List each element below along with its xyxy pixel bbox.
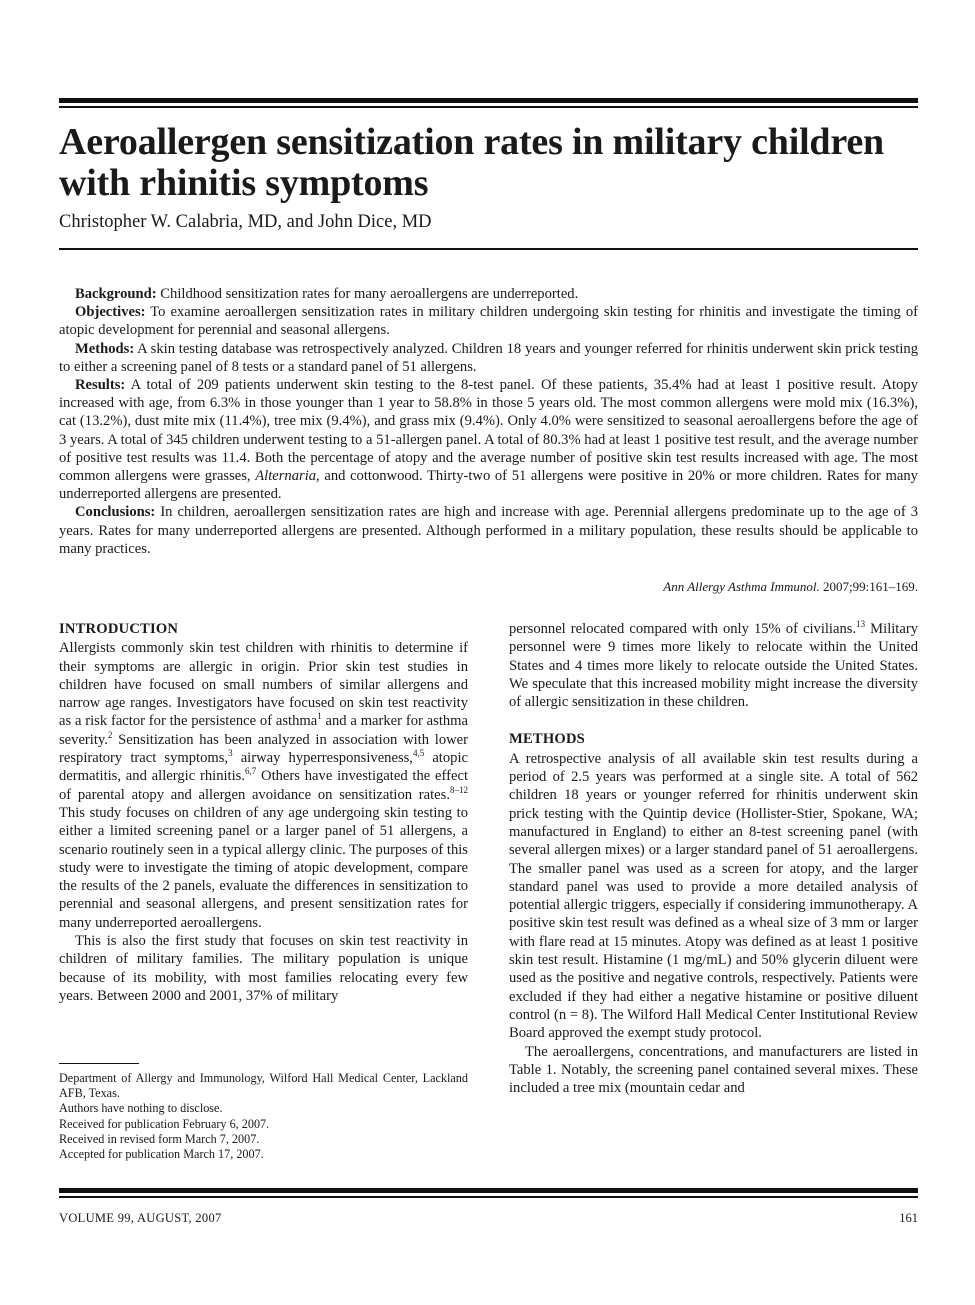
author-line: Christopher W. Calabria, MD, and John Dice, MD: [59, 212, 432, 232]
footnote-received: Received for publication February 6, 2007.: [59, 1116, 270, 1131]
abstract-methods: Methods: A skin testing database was retrospectively analyzed. Children 18 years and younger referred for rhinitis underwent skin prick testing to either a screening panel of 8 tests or a standard panel of 51 allergens.: [59, 340, 918, 375]
left-column: [59, 620, 468, 1005]
section-heading-methods: METHODS: [509, 731, 586, 748]
abstract-objectives: Objectives: To examine aeroallergen sensitization rates in military children undergoing skin testing for rhinitis and investigate the timing of atopic development for perennial and seasonal allergens.: [59, 304, 918, 339]
footnotes: [59, 1071, 468, 1162]
intro-paragraph-3: personnel relocated compared with only 15% of civilians.$^{13}$ Military personnel were 9 times more likely to relocate within the United States and 4 times more likely to relocate outside the United States. We speculate that this increased mobility might increase the diversity of allergic sensitization in these children.: [509, 619, 918, 711]
footnote-rule: [59, 1063, 139, 1064]
abstract-conclusions: Conclusions: In children, aeroallergen sensitization rates are high and increase with age. Perennial allergens predominate up to the age of 3 years. Rates for many underreported allergens are presented. Although performed in a military population, these results should be applicable to many practices.: [59, 504, 918, 557]
section-heading-introduction: INTRODUCTION: [59, 621, 179, 637]
top-rule-secondary: [59, 106, 918, 108]
footnote-affiliation: Department of Allergy and Immunology, Wilford Hall Medical Center, Lackland AFB, Texas.: [59, 1071, 468, 1101]
methods-paragraph-1: A retrospective analysis of all available skin test results during a period of 2.5 years was performed at a single site. A total of 562 children 18 years or younger referred for rhinitis underwent skin prick testing with the Quintip device (Hollister-Stier, Spokane, WA; manufactured in England) to either an 8-test screening panel (with several allergen mixes) or a larger standard panel of 51 aeroallergens. The smaller panel was used as a screen for atopy, and the larger standard panel was used to provide a more detailed analysis of potential allergic triggers, especially if considering immunotherapy. A positive skin test result was defined as a wheal size of 3 mm or larger with flare read at 15 minutes. Atopy was defined as at least 1 positive skin test result. Histamine (1 mg/mL) and 50% glycerin diluent were used as the positive and negative controls, respectively. Patients were excluded if they had either a negative histamine or positive diluent control (n = 8). The Wilford Hall Medical Center Institutional Review Board approved the exempt study protocol.: [509, 750, 918, 1042]
title-divider: [59, 248, 918, 250]
intro-paragraph-1: Allergists commonly skin test children with rhinitis to determine if their symptoms are allergic in origin. Prior skin test studies in children have focused on small numbers of similar allergens and narrow age ranges. Investigators have focused on skin test reactivity as a risk factor for the persistence of asthma$^1$ and a marker for asthma severity.$^2$ Sensitization has been analyzed in association with lower respiratory tract symptoms,$^3$ airway hyperresponsiveness,$^{4,5}$ atopic dermatitis, and allergic rhinitis.$^{6,7}$ Others have investigated the effect of parental atopy and allergen avoidance on sensitization rates.$^{8-12}$ This study focuses on children of any age undergoing skin testing to either a limited screening panel or a larger panel of 51 allergens, a scenario routinely seen in a typical allergy clinic. The purposes of this study were to investigate the timing of atopic development, compare the results of the 2 panels, evaluate the differences in sensitization to perennial and seasonal allergens, and present sensitization rates for many underreported aeroallergens.: [59, 640, 468, 931]
intro-paragraph-2: This is also the first study that focuses on skin test reactivity in children of military families. The military population is unique because of its mobility, with most families relocating every few years. Between 2000 and 2001, 37% of military: [59, 933, 468, 1004]
abstract: [59, 285, 918, 558]
bottom-rule-secondary: [59, 1196, 918, 1198]
journal-citation: Ann Allergy Asthma Immunol. 2007;99:161–169.: [663, 579, 918, 594]
abstract-results: Results: A total of 209 patients underwent skin testing to the 8-test panel. Of these patients, 35.4% had at least 1 positive result. Atopy increased with age, from 6.3% in those younger than 1 year to 58.8% in those 5 years old. The most common allergens were mold mix (16.3%), cat (13.2%), dust mite mix (11.4%), tree mix (9.4%), and grass mix (9.4%). Only 4.0% were sensitized to seasonal aeroallergens before the age of 3 years. A total of 345 children underwent testing to a 51-allergen panel. A total of 80.3% had at least 1 positive test result, and the average number of positive test results was 11.4. Both the percentage of atopy and the average number of positive skin test results increased with age. The most common allergens were grasses, Alternaria, and cottonwood. Thirty-two of 51 allergens were positive in 20% or more children. Rates for many underreported allergens are presented.: [59, 377, 918, 503]
top-rule: [59, 98, 918, 103]
article-title: Aeroallergen sensitization rates in military children with rhinitis symptoms: [59, 121, 884, 204]
footnote-revised: Received in revised form March 7, 2007.: [59, 1131, 260, 1146]
right-column: [509, 620, 918, 1097]
methods-paragraph-2: The aeroallergens, concentrations, and manufacturers are listed in Table 1. Notably, the screening panel contained several mixes. These included a tree mix (mountain cedar and: [509, 1043, 918, 1097]
footnote-disclosure: Authors have nothing to disclose.: [59, 1101, 223, 1116]
volume-info: VOLUME 99, AUGUST, 2007: [59, 1211, 222, 1225]
abstract-background: Background: Childhood sensitization rates for many aeroallergens are underreported.: [75, 286, 579, 302]
page-number: 161: [899, 1211, 918, 1225]
bottom-rule: [59, 1188, 918, 1193]
footnote-accepted: Accepted for publication March 17, 2007.: [59, 1147, 264, 1162]
